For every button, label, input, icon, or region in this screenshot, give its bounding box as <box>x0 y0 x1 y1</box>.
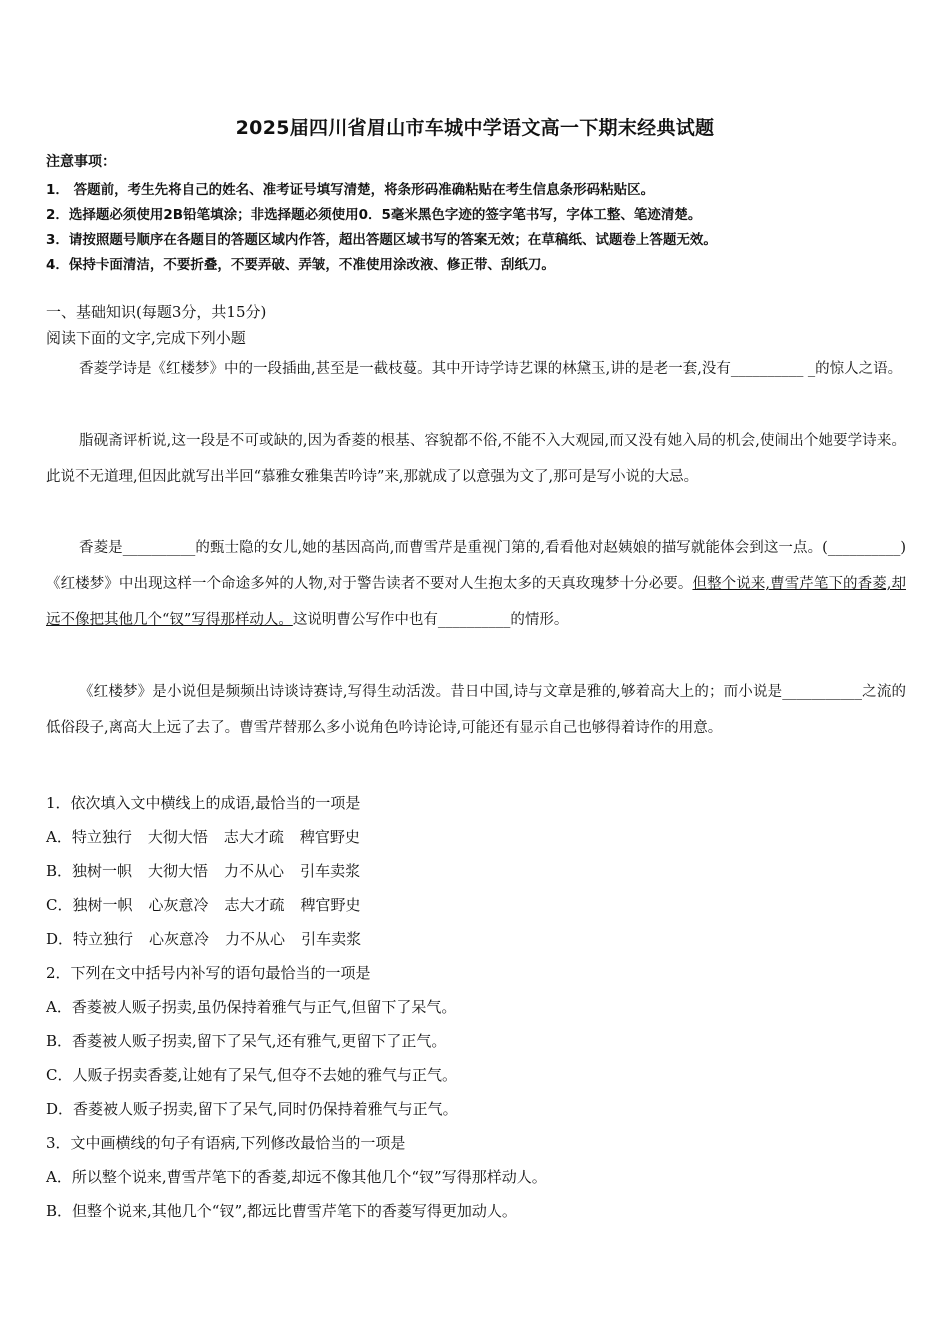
question-1-stem: 1．依次填入文中横线上的成语,最恰当的一项是 <box>46 794 361 812</box>
option-item: 大彻大悟 <box>147 828 208 846</box>
question-2-option-a: A．香菱被人贩子拐卖,虽仍保持着雅气与正气,但留下了呆气。 <box>46 998 457 1016</box>
passage-paragraph-1: 香菱学诗是《红楼梦》中的一段插曲,甚至是一截枝蔓。其中开诗学诗艺课的林黛玉,讲的是老一套,没有__________ _的惊人之语。 <box>79 361 903 377</box>
option-item: 心灰意冷 <box>149 930 210 948</box>
question-3-option-b: B．但整个说来,其他几个“钗”,都远比曹雪芹笔下的香菱写得更加动人。 <box>46 1202 517 1220</box>
option-item: A．特立独行 <box>46 828 132 846</box>
question-3-stem: 3．文中画横线的句子有语病,下列修改最恰当的一项是 <box>46 1134 406 1152</box>
passage-paragraph-4: 《红楼梦》是小说但是频频出诗谈诗赛诗,写得生动活泼。昔日中国,诗与文章是雅的,够着高大上的；而小说是___________之流的低俗段子,离高大上远了去了。曹雪芹替那么多小说角色吟诗论诗,可能还有显示自己也够得着诗作的用意。 <box>46 684 906 736</box>
page-title: 2025届四川省眉山市车城中学语文高一下期末经典试题 <box>235 117 715 139</box>
question-2-stem: 2．下列在文中括号内补写的语句最恰当的一项是 <box>46 964 371 982</box>
option-item: 大彻大悟 <box>148 862 209 880</box>
section-intro: 阅读下面的文字,完成下列小题 <box>46 329 246 347</box>
option-item: 稗官野史 <box>299 828 360 846</box>
question-2-option-c: C．人贩子拐卖香菱,让她有了呆气,但夺不去她的雅气与正气。 <box>46 1066 458 1084</box>
underlined-sentence: 但整个说来,曹雪芹笔下的香菱,却远不像把其他几个“钗”写得那样动人。 <box>46 576 906 628</box>
question-2-option-b: B．香菱被人贩子拐卖,留下了呆气,还有雅气,更留下了正气。 <box>46 1032 447 1050</box>
option-item: 力不从心 <box>225 930 286 948</box>
option-item: 引车卖浆 <box>300 862 361 880</box>
question-3-option-a: A．所以整个说来,曹雪芹笔下的香菱,却远不像其他几个“钗”写得那样动人。 <box>46 1168 547 1186</box>
option-item: 力不从心 <box>224 862 285 880</box>
question-2-option-d: D．香菱被人贩子拐卖,留下了呆气,同时仍保持着雅气与正气。 <box>46 1100 458 1118</box>
option-item: C．独树一帜 <box>46 896 133 914</box>
notice-heading: 注意事项： <box>46 154 116 170</box>
notice-item: 3．请按照题号顺序在各题目的答题区域内作答，超出答题区域书写的答案无效；在草稿纸、试题卷上答题无效。 <box>46 232 717 248</box>
question-1-option-c <box>46 894 361 915</box>
notice-item: 2．选择题必须使用2B铅笔填涂；非选择题必须使用0．5毫米黑色字迹的签字笔书写，字体工整、笔迹清楚。 <box>46 207 702 223</box>
notice-item: 1． 答题前，考生先将自己的姓名、准考证号填写清楚，将条形码准确粘贴在考生信息条形码粘贴区。 <box>46 182 655 198</box>
option-item: 志大才疏 <box>224 896 285 914</box>
passage-paragraph-3 <box>46 530 906 638</box>
question-1-option-d <box>46 928 361 949</box>
option-item: 稗官野史 <box>300 896 361 914</box>
passage-paragraph-2: 脂砚斋评析说,这一段是不可或缺的,因为香菱的根基、容貌都不俗,不能不入大观园,而又没有她入局的机会,使闹出个她要学诗来。此说不无道理,但因此就写出半回“慕雅女雅集苦吟诗”来,那就成了以意强为文了,那可是写小说的大忌。 <box>46 433 906 485</box>
question-1-option-b <box>46 860 360 881</box>
section-heading: 一、基础知识(每题3分，共15分) <box>46 303 267 321</box>
option-item: 志大才疏 <box>223 828 284 846</box>
question-1-option-a <box>46 826 360 847</box>
option-item: 引车卖浆 <box>301 930 362 948</box>
paragraph-text: 香菱是__________的甄士隐的女儿,她的基因高尚,而曹雪芹是重视门第的,看看他对赵姨娘的描写就能体会到这一点。(__________)《红楼梦》中出现这样一个命途多舛的人物,对于警告读者不要对人生抱太多的天真玫瑰梦十分必要。 <box>46 540 906 592</box>
notice-item: 4．保持卡面清洁，不要折叠，不要弄破、弄皱，不准使用涂改液、修正带、刮纸刀。 <box>46 257 555 273</box>
option-item: B．独树一帜 <box>46 862 133 880</box>
paragraph-text: 这说明曹公写作中也有__________的情形。 <box>292 612 569 628</box>
option-item: 心灰意冷 <box>148 896 209 914</box>
option-item: D．特立独行 <box>46 930 134 948</box>
